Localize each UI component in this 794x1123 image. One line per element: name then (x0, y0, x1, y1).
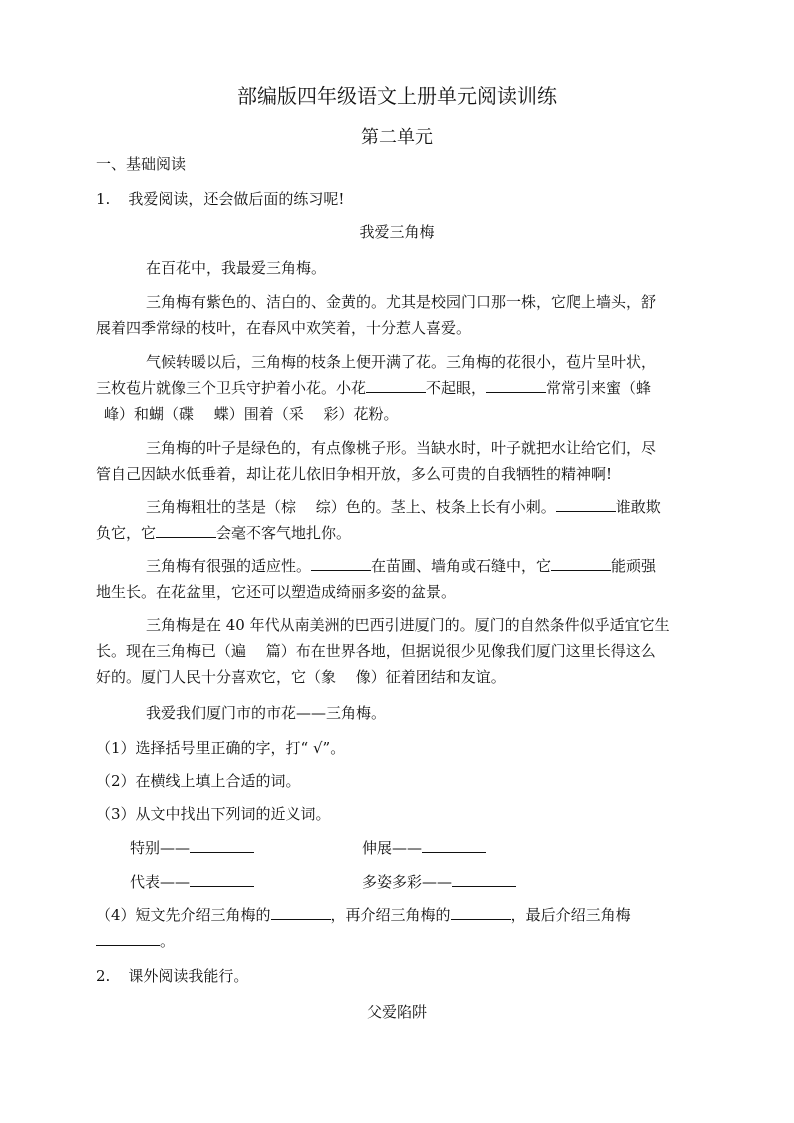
fill-blank[interactable] (96, 931, 160, 946)
paragraph-line: 三角梅有紫色的、洁白的、金黄的。尤其是校园门口那一株，它爬上墙头，舒 (146, 293, 657, 311)
fill-blank[interactable] (271, 905, 331, 920)
fill-blank[interactable] (156, 523, 216, 538)
paragraph-line: 三角梅是在 40 年代从南美洲的巴西引进厦门的。厦门的自然条件似乎适宜它生 (146, 616, 670, 634)
section-heading: 一、基础阅读 (96, 155, 187, 173)
sub-question-1: （1）选择括号里正确的字，打“ √”。 (96, 739, 346, 757)
sub-question-4-cont: 。 (96, 931, 175, 951)
unit-heading: 第二单元 (361, 127, 433, 148)
question-2 (96, 966, 248, 986)
fill-blank[interactable] (422, 838, 486, 853)
question-1 (96, 189, 344, 209)
fill-blank[interactable] (551, 556, 611, 571)
question-text: 我爱阅读，还会做后面的练习呢! (128, 190, 345, 208)
passage-2-title: 父爱陷阱 (366, 1003, 427, 1021)
paragraph-line: 负它，它 会毫不客气地扎你。 (96, 524, 352, 542)
question-text: 课外阅读我能行。 (128, 967, 249, 985)
document-title: 部编版四年级语文上册单元阅读训练 (237, 84, 557, 108)
synonym-item: 特别—— (130, 838, 254, 858)
fill-blank[interactable] (452, 872, 516, 887)
paragraph-line: 地生长。在花盆里，它还可以塑造成绮丽多姿的盆景。 (96, 583, 457, 601)
sub-question-4: （4）短文先介绍三角梅的 ，再介绍三角梅的 ，最后介绍三角梅 (96, 906, 631, 924)
question-number: 1. (96, 190, 111, 208)
paragraph-line: 三角梅粗壮的茎是（棕 综）色的。茎上、枝条上长有小刺。 谁敢欺 (146, 498, 661, 516)
paragraph-line: 我爱我们厦门市的市花——三角梅。 (146, 704, 387, 722)
paragraph-line: 在百花中，我最爱三角梅。 (146, 259, 327, 277)
paragraph-line: 三角梅有很强的适应性。 在苗圃、墙角或石缝中，它 能顽强 (146, 557, 657, 575)
synonym-item: 代表—— (130, 872, 254, 892)
paragraph-line: 好的。厦门人民十分喜欢它，它（象 像）征着团结和友谊。 (96, 668, 506, 686)
paragraph-line: 三枚苞片就像三个卫兵守护着小花。小花 不起眼， 常常引来蜜（蜂 (96, 379, 652, 397)
fill-blank[interactable] (486, 378, 546, 393)
paragraph-line: 峰）和蝴（碟 蝶）围着（采 彩）花粉。 (104, 405, 399, 423)
paragraph-line: 长。现在三角梅已（遍 篇）布在世界各地，但据说很少见像我们厦门这里长得这么 (96, 642, 656, 660)
fill-blank[interactable] (311, 556, 371, 571)
question-number: 2. (96, 967, 111, 985)
fill-blank[interactable] (366, 378, 426, 393)
fill-blank[interactable] (556, 497, 616, 512)
fill-blank[interactable] (190, 872, 254, 887)
paragraph-line: 气候转暖以后，三角梅的枝条上便开满了花。三角梅的花很小，苞片呈叶状， (146, 353, 657, 371)
synonym-item: 伸展—— (362, 838, 486, 858)
paragraph-line: 三角梅的叶子是绿色的，有点像桃子形。当缺水时，叶子就把水让给它们，尽 (146, 439, 657, 457)
paragraph-line: 展着四季常绿的枝叶，在春风中欢笑着，十分惹人喜爱。 (96, 319, 472, 337)
paragraph-line: 管自己因缺水低垂着，却让花儿依旧争相开放，多么可贵的自我牺牲的精神啊! (96, 465, 613, 483)
fill-blank[interactable] (190, 838, 254, 853)
fill-blank[interactable] (451, 905, 511, 920)
passage-title: 我爱三角梅 (359, 223, 435, 241)
sub-question-3: （3）从文中找出下列词的近义词。 (96, 805, 331, 823)
sub-question-2: （2）在横线上填上合适的词。 (96, 772, 301, 790)
synonym-item: 多姿多彩—— (362, 872, 516, 892)
